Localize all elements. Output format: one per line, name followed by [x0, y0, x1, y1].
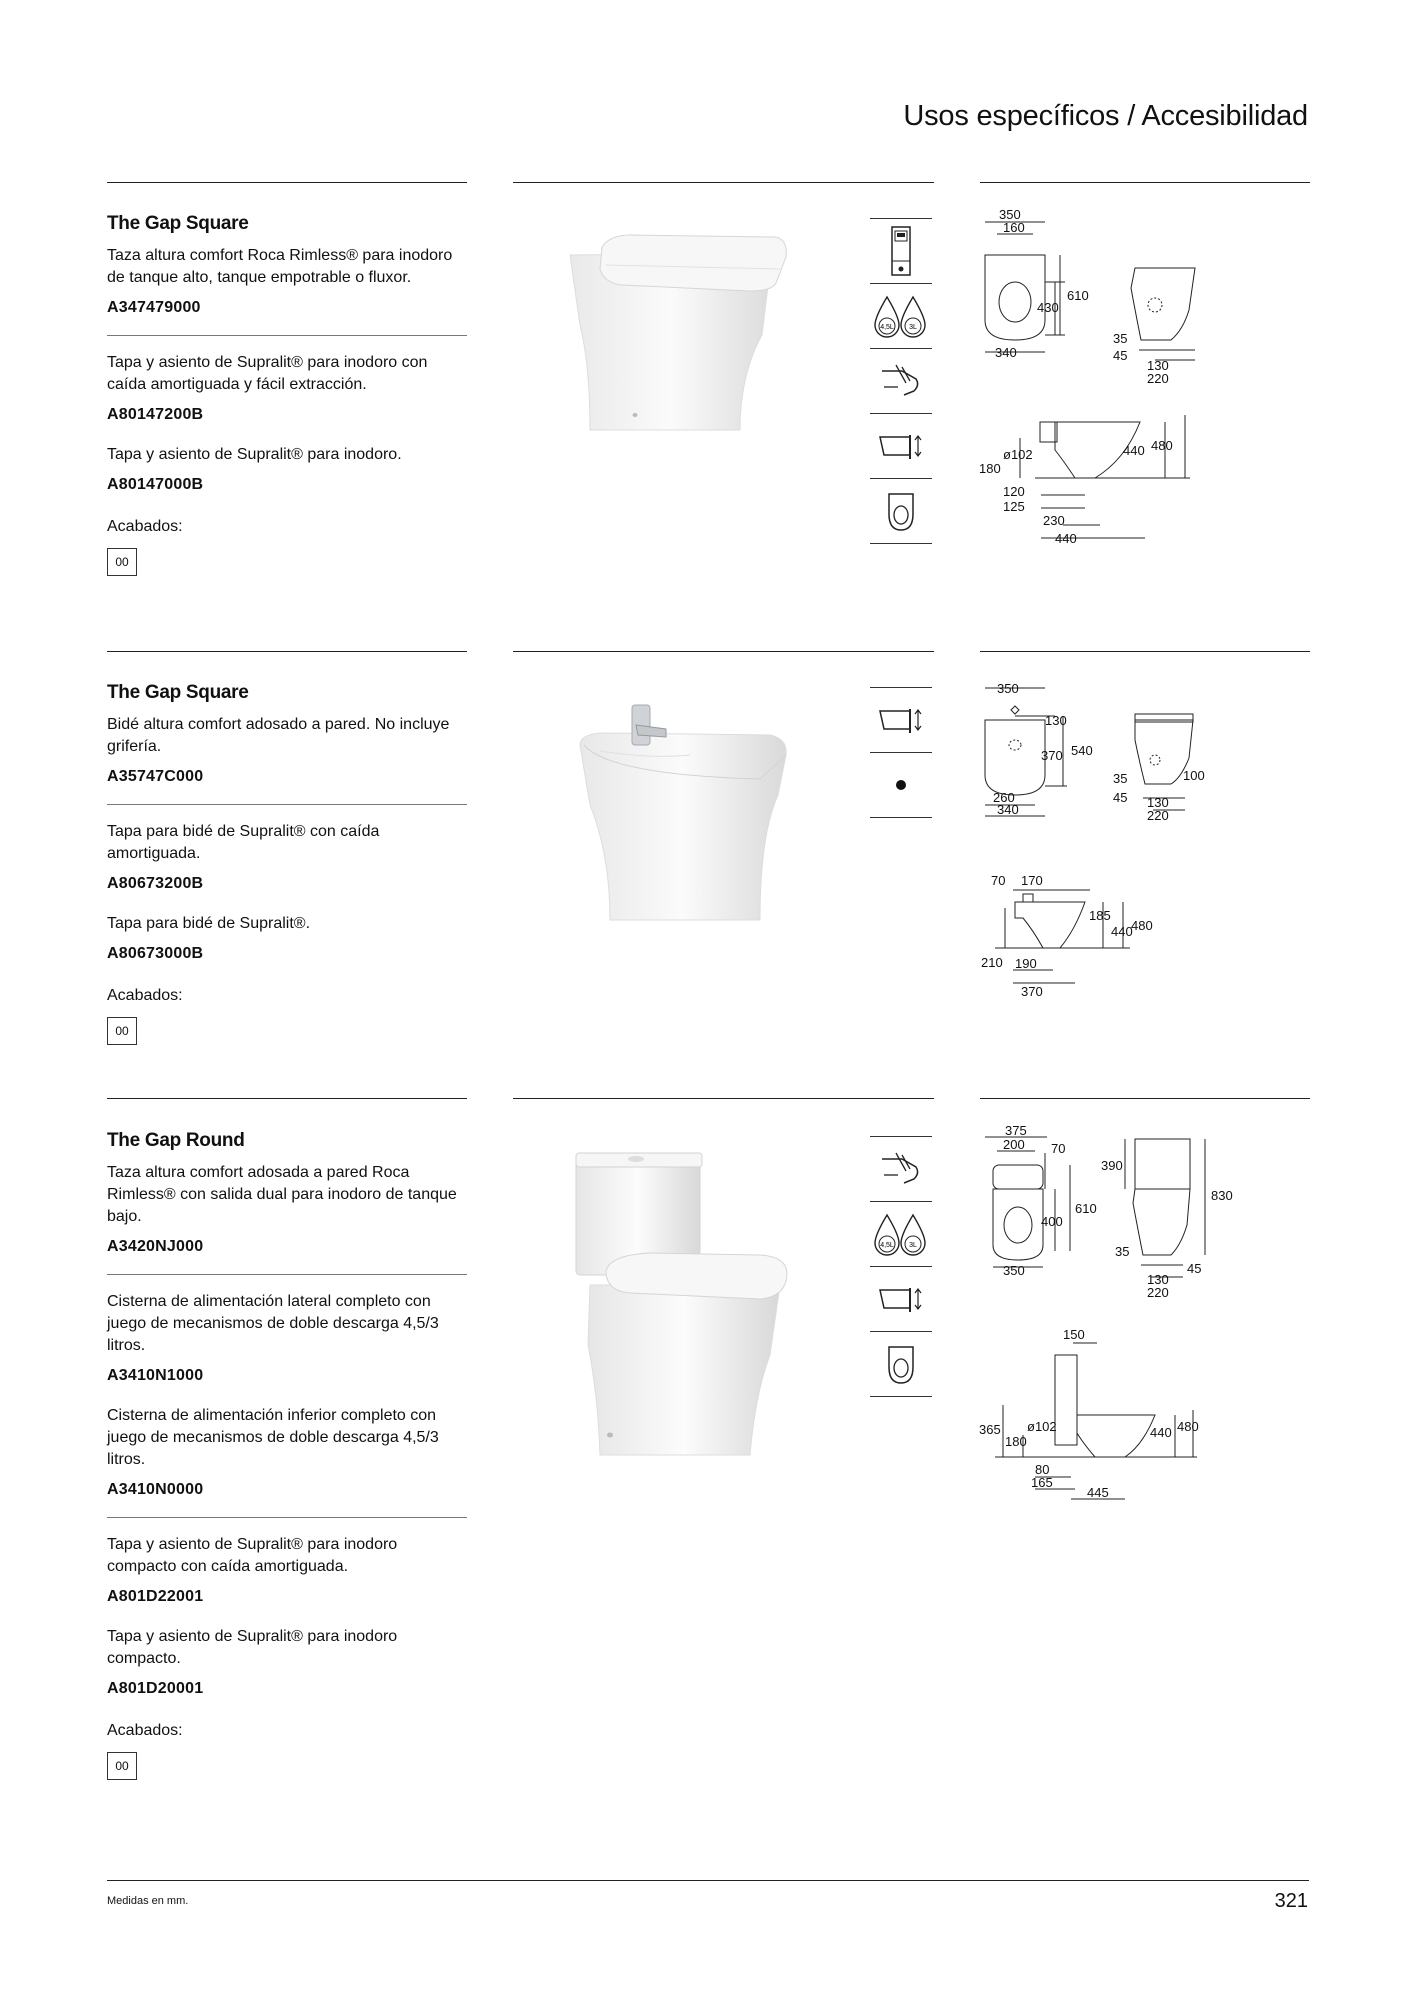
dimension-label: 370 [1021, 984, 1043, 999]
dimension-label: 185 [1089, 908, 1111, 923]
dimension-label: 100 [1183, 768, 1205, 783]
item-code: A35747C000 [107, 768, 204, 785]
dimension-label: 375 [1005, 1125, 1027, 1138]
dual-flush-icon [870, 1202, 932, 1267]
item-description: Tapa para bidé de Supralit®. [107, 915, 311, 932]
dimension-label: 230 [1043, 513, 1065, 528]
page-title: Usos específicos / Accesibilidad [903, 100, 1308, 132]
feature-icons [870, 218, 932, 544]
flush-volume-label: 4,5L [880, 1242, 894, 1249]
wall-mounted-icon [870, 414, 932, 479]
finish-swatch: 00 [107, 1752, 137, 1780]
section-rule [980, 651, 1310, 652]
item-description: Tapa y asiento de Supralit® para inodoro compacto con caída amortiguada. [107, 1536, 398, 1575]
flush-plate-icon [870, 219, 932, 284]
dimension-label: 210 [981, 955, 1003, 970]
footer-note: Medidas en mm. [107, 1895, 189, 1907]
feature-icons [870, 1136, 932, 1397]
page-number: 321 [1274, 1890, 1308, 1912]
dimension-label: 480 [1131, 918, 1153, 933]
item-description: Bidé altura comfort adosado a pared. No incluye grifería. [107, 716, 450, 755]
item-code: A80673200B [107, 875, 204, 892]
dimension-label: 440 [1111, 924, 1133, 939]
divider [107, 335, 467, 336]
dimension-label: 160 [1003, 220, 1025, 235]
dimension-label: 350 [1003, 1263, 1025, 1278]
dimension-label: 35 [1113, 771, 1128, 786]
dimension-label: 220 [1147, 371, 1169, 386]
divider [107, 1274, 467, 1275]
dimension-label: 480 [1151, 438, 1173, 453]
dimension-label: 260 [993, 790, 1015, 805]
dimension-label: ø102 [1003, 447, 1033, 462]
dimension-label: 170 [1021, 873, 1043, 888]
dimension-label: 610 [1067, 288, 1089, 303]
dimension-label: 125 [1003, 499, 1025, 514]
divider [107, 1517, 467, 1518]
dimension-label: 340 [997, 802, 1019, 817]
item-description: Cisterna de alimentación inferior completo con juego de mecanismos de doble descarga 4,5/3 litros. [107, 1407, 439, 1468]
item-description: Tapa y asiento de Supralit® para inodoro compacto. [107, 1628, 398, 1667]
product-title: The Gap Round [107, 1130, 245, 1151]
dimension-label: 365 [979, 1422, 1001, 1437]
product-title: The Gap Square [107, 682, 249, 703]
item-code: A3410N0000 [107, 1481, 204, 1498]
item-code: A801D20001 [107, 1680, 204, 1697]
section-rule [107, 651, 467, 652]
item-code: A80673000B [107, 945, 204, 962]
dimension-label: 480 [1177, 1419, 1199, 1434]
product-text-column [107, 1130, 467, 1780]
section-rule [107, 182, 467, 183]
dimension-label: 220 [1147, 1285, 1169, 1300]
flush-volume-label: 3L [909, 1242, 917, 1249]
dimension-label: 120 [1003, 484, 1025, 499]
dimension-label: 130 [1147, 358, 1169, 373]
dimension-label: 440 [1150, 1425, 1172, 1440]
item-description: Tapa y asiento de Supralit® para inodoro con caída amortiguada y fácil extracción. [107, 354, 428, 393]
dimension-label: 180 [979, 461, 1001, 476]
dimension-label: 80 [1035, 1462, 1050, 1477]
item-description: Cisterna de alimentación lateral completo con juego de mecanismos de doble descarga 4,5/3 litros. [107, 1293, 439, 1354]
flush-volume-label: 4,5L [880, 324, 894, 331]
section-rule [107, 1098, 467, 1099]
dual-flush-icon [870, 284, 932, 349]
finish-swatch: 00 [107, 548, 137, 576]
item-code: A80147200B [107, 406, 204, 423]
dimension-label: 70 [991, 873, 1006, 888]
bidet-product-photo [570, 695, 810, 930]
item-description: Taza altura comfort Roca Rimless® para inodoro de tanque alto, tanque empotrable o fluxor. [107, 247, 453, 286]
technical-drawing [975, 1125, 1315, 1525]
soft-close-seat-icon [870, 479, 932, 544]
footer-rule [107, 1880, 1309, 1881]
product-title: The Gap Square [107, 213, 249, 234]
section-rule [513, 1098, 934, 1099]
finish-swatch: 00 [107, 1017, 137, 1045]
dimension-label: 445 [1087, 1485, 1109, 1500]
dimension-label: 130 [1147, 1272, 1169, 1287]
technical-drawing [975, 210, 1315, 550]
dimension-label: ø102 [1027, 1419, 1057, 1434]
item-code: A3410N1000 [107, 1367, 204, 1384]
dimension-label: 150 [1063, 1327, 1085, 1342]
feature-icons [870, 687, 932, 818]
divider [107, 804, 467, 805]
dimension-label: 440 [1055, 531, 1077, 546]
dimension-label: 130 [1147, 795, 1169, 810]
wall-mounted-icon [870, 1267, 932, 1332]
item-code: A3420NJ000 [107, 1238, 204, 1255]
dimension-label: 400 [1041, 1214, 1063, 1229]
section-rule [513, 182, 934, 183]
product-text-column [107, 213, 467, 576]
finish-label: Acabados: [107, 987, 183, 1004]
dimension-label: 540 [1071, 743, 1093, 758]
technical-drawing [975, 680, 1315, 1020]
flush-volume-label: 3L [909, 324, 917, 331]
product-text-column [107, 682, 467, 1045]
section-rule [513, 651, 934, 652]
toilet-product-photo [540, 225, 810, 445]
dimension-label: 70 [1051, 1141, 1066, 1156]
dimension-label: 200 [1003, 1137, 1025, 1152]
toilet-product-photo [570, 1145, 810, 1465]
dimension-label: 165 [1031, 1475, 1053, 1490]
dimension-label: 610 [1075, 1201, 1097, 1216]
dimension-label: 430 [1037, 300, 1059, 315]
soft-close-seat-icon [870, 1332, 932, 1397]
finish-label: Acabados: [107, 1722, 183, 1739]
rimless-icon [870, 349, 932, 414]
wall-mounted-icon [870, 688, 932, 753]
dimension-label: 35 [1115, 1244, 1130, 1259]
dimension-label: 45 [1113, 348, 1128, 363]
item-code: A80147000B [107, 476, 204, 493]
dimension-label: 45 [1187, 1261, 1202, 1276]
dimension-label: 440 [1123, 443, 1145, 458]
dimension-label: 180 [1005, 1434, 1027, 1449]
item-description: Tapa y asiento de Supralit® para inodoro. [107, 446, 402, 463]
tap-hole-icon [870, 753, 932, 818]
dimension-label: 35 [1113, 331, 1128, 346]
dimension-label: 830 [1211, 1188, 1233, 1203]
dimension-label: 350 [999, 210, 1021, 222]
dimension-label: 220 [1147, 808, 1169, 823]
item-description: Taza altura comfort adosada a pared Roca Rimless® con salida dual para inodoro de tanque bajo. [107, 1164, 457, 1225]
finish-label: Acabados: [107, 518, 183, 535]
section-rule [980, 182, 1310, 183]
dimension-label: 370 [1041, 748, 1063, 763]
item-code: A801D22001 [107, 1588, 204, 1605]
dimension-label: 350 [997, 681, 1019, 696]
dimension-label: 190 [1015, 956, 1037, 971]
section-rule [980, 1098, 1310, 1099]
dimension-label: 390 [1101, 1158, 1123, 1173]
item-description: Tapa para bidé de Supralit® con caída amortiguada. [107, 823, 380, 862]
item-code: A347479000 [107, 299, 201, 316]
dimension-label: 130 [1045, 713, 1067, 728]
dimension-label: 45 [1113, 790, 1128, 805]
dimension-label: 340 [995, 345, 1017, 360]
rimless-icon [870, 1137, 932, 1202]
